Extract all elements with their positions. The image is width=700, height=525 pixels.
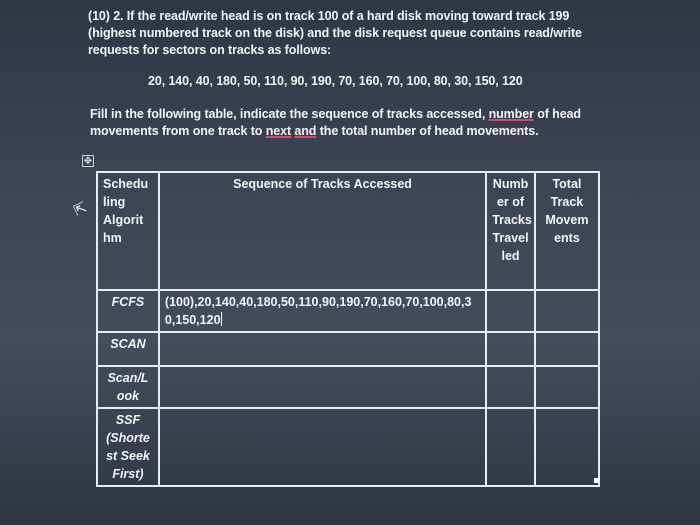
header-number-of-tracks[interactable]: Numb er of Tracks Travel led [486,172,535,290]
table-header-row [97,172,599,290]
cell-sequence-ssf[interactable] [159,408,486,486]
fill-text-number: number [488,107,534,121]
table-resize-handle[interactable] [594,478,599,483]
cell-algorithm-scan-look[interactable]: Scan/L ook [97,366,159,408]
cell-total-scan-look[interactable] [535,366,599,408]
cell-number-scan-look[interactable] [486,366,535,408]
cell-sequence-scan-look[interactable] [159,366,486,408]
header-total-track-movements[interactable]: Total Track Movem ents [535,172,599,290]
table-row-fcfs [97,290,599,332]
sequence-text-fcfs: (100),20,140,40,180,50,110,90,190,70,160,70,100,80,30,150,120 [164,295,472,327]
fill-instructions [90,106,648,140]
cell-total-ssf[interactable] [535,408,599,486]
cell-total-scan[interactable] [535,332,599,366]
header-scheduling-algorithm[interactable]: Schedu ling Algorit hm [97,172,159,290]
cell-number-scan[interactable] [486,332,535,366]
cell-algorithm-scan[interactable]: SCAN [97,332,159,366]
request-queue: 20, 140, 40, 180, 50, 110, 90, 190, 70, 160, 70, 100, 80, 30, 150, 120 [148,74,523,88]
mouse-cursor-icon: ⇱ [71,199,90,220]
fill-text-part-2: of head movements from one track to [90,107,581,138]
cell-sequence-scan[interactable] [159,332,486,366]
table-move-handle-icon[interactable]: ✥ [83,156,93,167]
text-caret [221,312,222,326]
cell-number-ssf[interactable] [486,408,535,486]
cell-algorithm-fcfs[interactable]: FCFS [97,290,159,332]
cell-total-fcfs[interactable] [535,290,599,332]
cell-number-fcfs[interactable] [486,290,535,332]
table-row-scan-look [97,366,599,408]
scheduling-table [96,171,600,487]
question-line-3: requests for sectors on tracks as follows: [88,43,332,57]
fill-text-part-4: the total number of head movements. [316,124,539,138]
question-block [88,8,648,140]
question-line-2: (highest numbered track on the disk) and the disk request queue contains read/write [88,26,582,40]
header-sequence-of-tracks[interactable]: Sequence of Tracks Accessed [159,172,486,290]
cell-algorithm-ssf[interactable]: SSF (Shorte st Seek First) [97,408,159,486]
fill-text-part-1: Fill in the following table, indicate the sequence of tracks accessed, [90,107,489,121]
table-row-scan [97,332,599,366]
cell-sequence-fcfs[interactable] [159,290,486,332]
fill-text-and: and [294,124,317,138]
fill-text-next: next [265,124,292,138]
table-row-ssf [97,408,599,486]
question-line-1: (10) 2. If the read/write head is on track 100 of a hard disk moving toward track 199 [88,9,570,23]
